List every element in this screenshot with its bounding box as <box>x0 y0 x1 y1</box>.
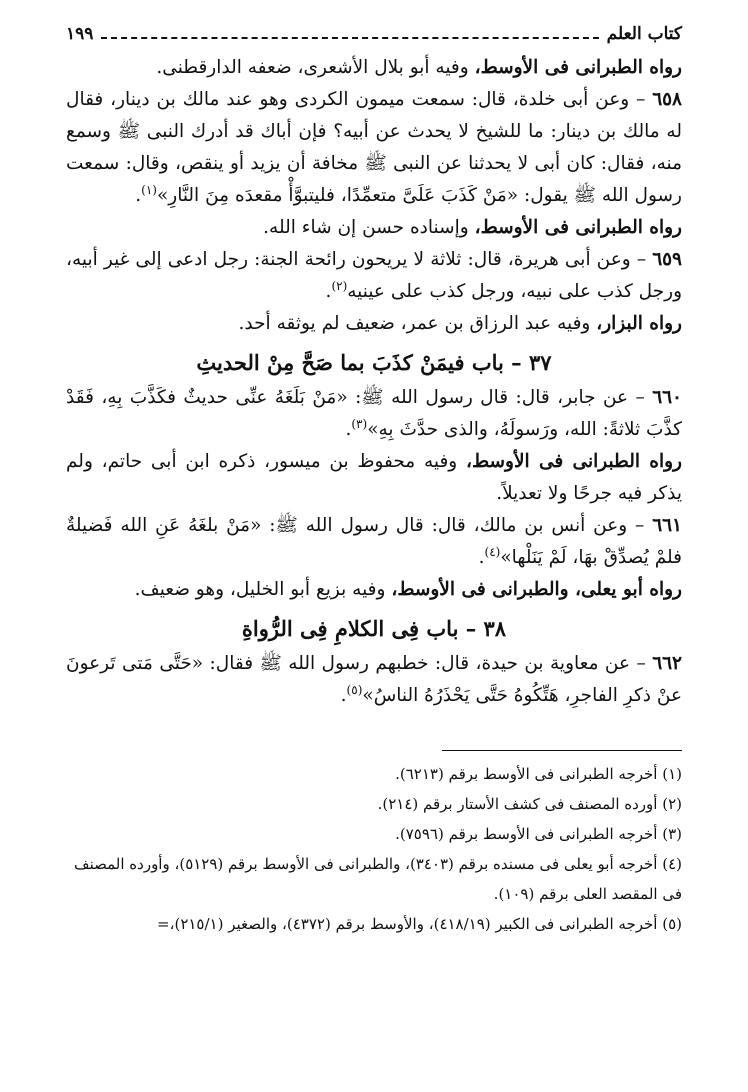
footnote-marker: (٤) <box>484 544 501 559</box>
hadith-paragraph <box>66 84 682 212</box>
chapter-heading: ٣٨ – باب فِى الكلامِ فِى الرُّواةِ <box>241 616 507 641</box>
source-note <box>66 574 682 606</box>
hadith-tail: . <box>345 419 352 440</box>
source-lead: رواه الطبرانى فى الأوسط، <box>474 217 682 238</box>
footnote-marker: (٢) <box>331 278 348 293</box>
source-lead: رواه الطبرانى فى الأوسط، <box>466 451 682 472</box>
footnote-marker: (٥) <box>346 682 363 697</box>
footnote-item: (٢) أورده المصنف فى كشف الأستار برقم (٢١٤). <box>377 795 682 813</box>
hadith-text: – وعن أنس بن مالك، قال: قال رسول الله ﷺ: «مَنْ بلغَهُ عَنِ الله فَضيلةٌ فلمْ يُصدِّقْ بهَا، لَمْ يَنَلْها» <box>66 515 682 568</box>
hadith-number: ٦٦١ <box>652 515 682 536</box>
hadith-text: – عن جابر، قال: قال رسول الله ﷺ: «مَنْ بَلَغَهُ عنِّى حديثٌ فكَذَّبَ بِهِ، فَقَدْ كذَّبَ ثلاثةً: الله، ورَسولَهُ، والذى حدَّثَ بِهِ» <box>66 387 682 440</box>
footnote-marker: (٣) <box>351 416 368 431</box>
hadith-number: ٦٥٨ <box>652 89 682 110</box>
source-rest: وفيه أبو بلال الأشعرى، ضعفه الدارقطنى. <box>156 57 475 78</box>
footnote-marker: (١) <box>141 182 157 197</box>
source-rest: وفيه بزيع أبو الخليل، وهو ضعيف. <box>134 579 392 600</box>
body-text <box>66 52 682 712</box>
source-rest: وفيه محفوظ بن ميسور، ذكره ابن أبى حاتم، ولم يذكر فيه جرحًا ولا تعديلاً. <box>66 451 682 504</box>
hadith-tail: . <box>340 685 347 706</box>
footnote-item: (٥) أخرجه الطبرانى فى الكبير (٤١٨/١٩)، والأوسط برقم (٤٣٧٢)، والصغير (٢١٥/١)،= <box>157 915 682 933</box>
source-note <box>66 52 682 84</box>
book-title: كتاب العلم <box>606 24 682 44</box>
hadith-number: ٦٦٢ <box>652 653 682 674</box>
page-number: ١٩٩ <box>66 24 94 44</box>
footnote-item: (٣) أخرجه الطبرانى فى الأوسط برقم (٧٥٩٦). <box>395 825 682 843</box>
source-note <box>66 212 682 244</box>
hadith-paragraph <box>66 382 682 446</box>
hadith-tail: . <box>478 547 485 568</box>
footnote-item: (١) أخرجه الطبرانى فى الأوسط برقم (٦٢١٣). <box>395 765 682 783</box>
hadith-text: – وعن أبى خلدة، قال: سمعت ميمون الكردى وهو عند مالك بن دينار، فقال له مالك بن دينار: ما للشيخ لا يحدث عن أبيه؟ فإن أباك قد أدرك النبى ﷺ وسمع منه، فقال: كان أبى لا يحدثنا عن النبى ﷺ مخافة أن يزيد أو ينقص، وقال: سمعت رسول الله ﷺ يقول: «مَنْ كَذَبَ عَلَىَّ متعمِّدًا، فليتبوَّأْ مقعدَه مِنَ النَّارِ» <box>66 89 682 206</box>
hadith-text: – وعن أبى هريرة، قال: ثلاثة لا يريحون رائحة الجنة: رجل ادعى إلى غير أبيه، ورجل كذب على نبيه، ورجل كذب على عينيه <box>66 249 682 302</box>
hadith-paragraph <box>66 244 682 308</box>
hadith-paragraph <box>66 648 682 712</box>
source-rest: وإسناده حسن إن شاء الله. <box>263 217 475 238</box>
footnote-separator <box>442 750 682 751</box>
source-lead: رواه أبو يعلى، والطبرانى فى الأوسط، <box>391 579 682 600</box>
hadith-tail: . <box>325 281 332 302</box>
hadith-number: ٦٦٠ <box>652 387 682 408</box>
footnote-item: (٤) أخرجه أبو يعلى فى مسنده برقم (٣٤٠٣)، والطبرانى فى الأوسط برقم (٥١٢٩)، وأورده المصنف فى المقصد العلى برقم (١٠٩). <box>74 855 682 903</box>
hadith-text: – عن معاوية بن حيدة، قال: خطبهم رسول الله ﷺ فقال: «حَتَّى مَتى تَرعونَ عنْ ذكرِ الفاجرِ، هَتِّكُوهُ حَتَّى يَحْذَرُهُ الناسُ» <box>66 653 682 706</box>
source-rest: وفيه عبد الرزاق بن عمر، ضعيف لم يوثقه أحد. <box>238 313 597 334</box>
running-header <box>66 24 682 52</box>
footnotes <box>66 759 682 939</box>
hadith-paragraph <box>66 510 682 574</box>
source-note <box>66 308 682 340</box>
chapter-heading: ٣٧ – باب فيمَنْ كذَبَ بما صَحَّ مِنْ الحديثِ <box>196 350 552 375</box>
header-rule <box>101 27 598 39</box>
hadith-number: ٦٥٩ <box>652 249 682 270</box>
hadith-tail: . <box>135 185 142 206</box>
source-lead: رواه البزار، <box>596 313 682 334</box>
source-note <box>66 446 682 510</box>
source-lead: رواه الطبرانى فى الأوسط، <box>474 57 682 78</box>
